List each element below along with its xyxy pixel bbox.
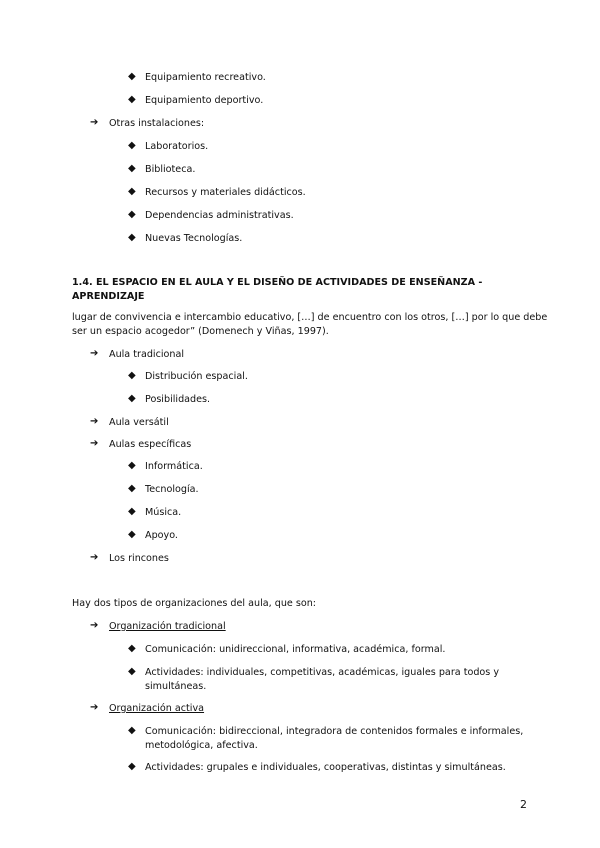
bullet-diamond-icon: ◆ (128, 94, 136, 105)
bullet-diamond-icon: ◆ (128, 370, 136, 381)
org-activa-title: Organización activa (109, 703, 205, 714)
list-item-cont: simultáneas. (145, 681, 207, 692)
paragraph-line: ser un espacio acogedor” (Domenech y Viñas, 1997). (72, 326, 329, 337)
bullet-arrow-icon: ➔ (90, 702, 99, 713)
bullet-arrow-icon: ➔ (90, 348, 99, 359)
list-item: Equipamiento recreativo. (145, 72, 266, 83)
list-item: Dependencias administrativas. (145, 210, 294, 221)
list-item: Nuevas Tecnologías. (145, 233, 243, 244)
bullet-diamond-icon: ◆ (128, 460, 136, 471)
bullet-diamond-icon: ◆ (128, 643, 136, 654)
bullet-diamond-icon: ◆ (128, 506, 136, 517)
paragraph-line: Hay dos tipos de organizaciones del aula, que son: (72, 598, 317, 609)
bullet-diamond-icon: ◆ (128, 209, 136, 220)
bullet-arrow-icon: ➔ (90, 552, 99, 563)
bullet-arrow-icon: ➔ (90, 438, 99, 449)
list-item: Comunicación: bidireccional, integradora de contenidos formales e informales, (145, 726, 524, 737)
bullet-diamond-icon: ◆ (128, 71, 136, 82)
list-item: Música. (145, 507, 182, 518)
list-item: Otras instalaciones: (109, 118, 205, 129)
list-item: Aula versátil (109, 417, 169, 428)
list-item: Los rincones (109, 553, 169, 564)
list-item: Recursos y materiales didácticos. (145, 187, 306, 198)
list-item: Actividades: grupales e individuales, cooperativas, distintas y simultáneas. (145, 762, 506, 773)
list-item-cont: metodológica, afectiva. (145, 740, 258, 751)
list-item: Apoyo. (145, 530, 178, 541)
bullet-arrow-icon: ➔ (90, 416, 99, 427)
section-heading: 1.4. EL ESPACIO EN EL AULA Y EL DISEÑO DE ACTIVIDADES DE ENSEÑANZA - (72, 277, 483, 288)
page-number: 2 (520, 798, 527, 811)
bullet-diamond-icon: ◆ (128, 725, 136, 736)
bullet-diamond-icon: ◆ (128, 232, 136, 243)
section-heading-cont: APRENDIZAJE (72, 291, 145, 302)
list-item: Biblioteca. (145, 164, 196, 175)
bullet-diamond-icon: ◆ (128, 761, 136, 772)
list-item: Aulas específicas (109, 439, 192, 450)
list-item: Tecnología. (145, 484, 199, 495)
bullet-diamond-icon: ◆ (128, 393, 136, 404)
list-item: Informática. (145, 461, 203, 472)
bullet-diamond-icon: ◆ (128, 163, 136, 174)
paragraph-line: lugar de convivencia e intercambio educativo, […] de encuentro con los otros, […] por lo que debe (72, 312, 548, 323)
bullet-diamond-icon: ◆ (128, 529, 136, 540)
bullet-arrow-icon: ➔ (90, 117, 99, 128)
bullet-arrow-icon: ➔ (90, 620, 99, 631)
bullet-diamond-icon: ◆ (128, 666, 136, 677)
list-item: Aula tradicional (109, 349, 185, 360)
list-item: Posibilidades. (145, 394, 211, 405)
list-item: Laboratorios. (145, 141, 209, 152)
org-tradicional-title: Organización tradicional (109, 621, 226, 632)
list-item: Actividades: individuales, competitivas, académicas, iguales para todos y (145, 667, 500, 678)
list-item: Comunicación: unidireccional, informativa, académica, formal. (145, 644, 446, 655)
bullet-diamond-icon: ◆ (128, 140, 136, 151)
bullet-diamond-icon: ◆ (128, 483, 136, 494)
bullet-diamond-icon: ◆ (128, 186, 136, 197)
list-item: Distribución espacial. (145, 371, 248, 382)
list-item: Equipamiento deportivo. (145, 95, 264, 106)
